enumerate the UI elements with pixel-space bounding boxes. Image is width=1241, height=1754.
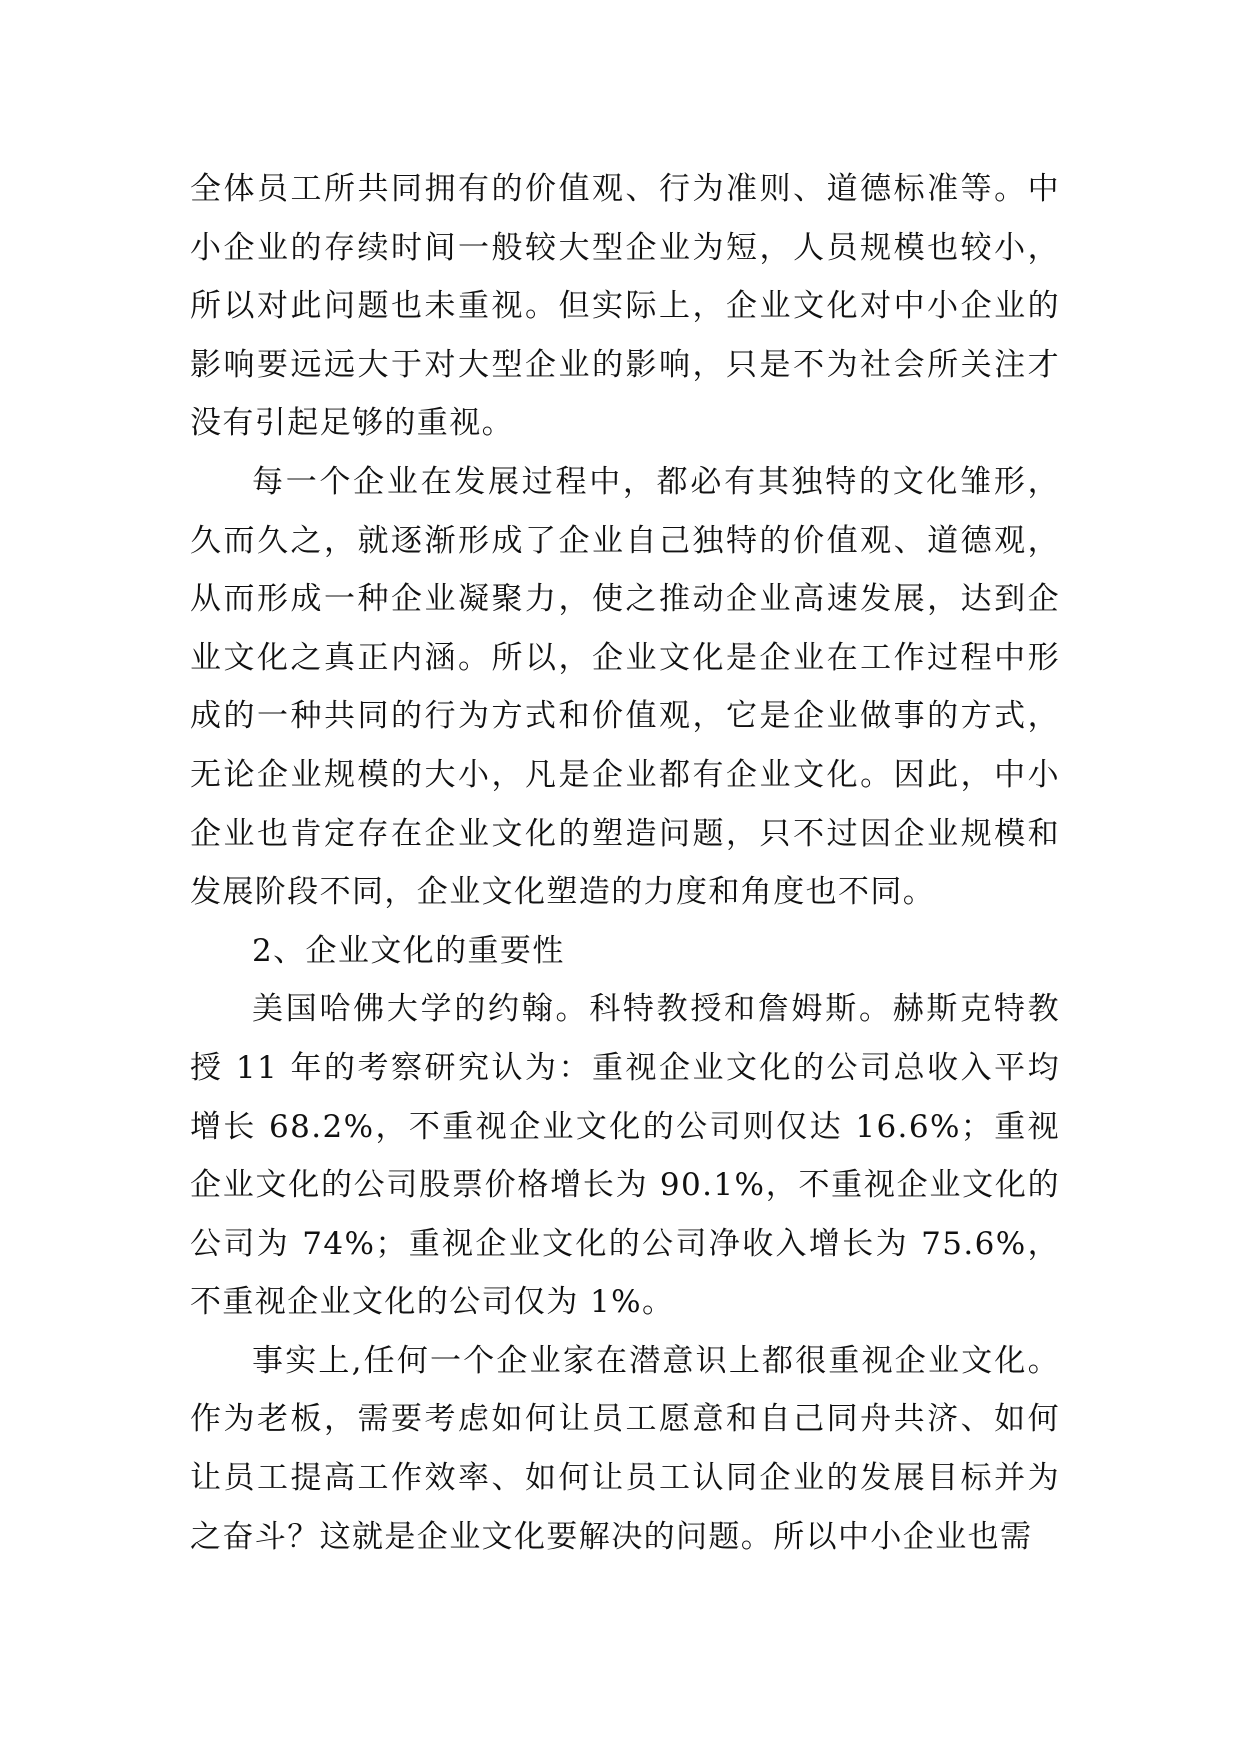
paragraph-harvard-study: 美国哈佛大学的约翰。科特教授和詹姆斯。赫斯克特教授 11 年的考察研究认为：重视企业文化的公司总收入平均增长 68.2%，不重视企业文化的公司则仅达 16.6%；重视企业文化的公司股票价格增长为 90.1%，不重视企业文化的公司为 74%；重视企业文化的公司净收入增长为 75.6%，不重视企业文化的公司仅为 1%。 bbox=[190, 991, 1060, 1321]
paragraph-culture-formation: 每一个企业在发展过程中，都必有其独特的文化雏形，久而久之，就逐渐形成了企业自己独特的价值观、道德观，从而形成一种企业凝聚力，使之推动企业高速发展，达到企业文化之真正内涵。所以，企业文化是企业在工作过程中形成的一种共同的行为方式和价值观，它是企业做事的方式，无论企业规模的大小，凡是企业都有企业文化。因此，中小企业也肯定存在企业文化的塑造问题，只不过因企业规模和发展阶段不同，企业文化塑造的力度和角度也不同。 bbox=[190, 463, 1060, 911]
section-heading-importance: 2、企业文化的重要性 bbox=[252, 932, 565, 969]
paragraph-entrepreneur: 事实上,任何一个企业家在潜意识上都很重视企业文化。作为老板，需要考虑如何让员工愿意和自己同舟共济、如何让员工提高工作效率、如何让员工认同企业的发展目标并为之奋斗？这就是企业文化要解决的问题。所以中小企业也需 bbox=[190, 1342, 1060, 1555]
document-body bbox=[190, 160, 1060, 1566]
paragraph-continued: 全体员工所共同拥有的价值观、行为准则、道德标准等。中小企业的存续时间一般较大型企业为短，人员规模也较小，所以对此问题也未重视。但实际上，企业文化对中小企业的影响要远远大于对大型企业的影响，只是不为社会所关注才没有引起足够的重视。 bbox=[190, 171, 1060, 442]
